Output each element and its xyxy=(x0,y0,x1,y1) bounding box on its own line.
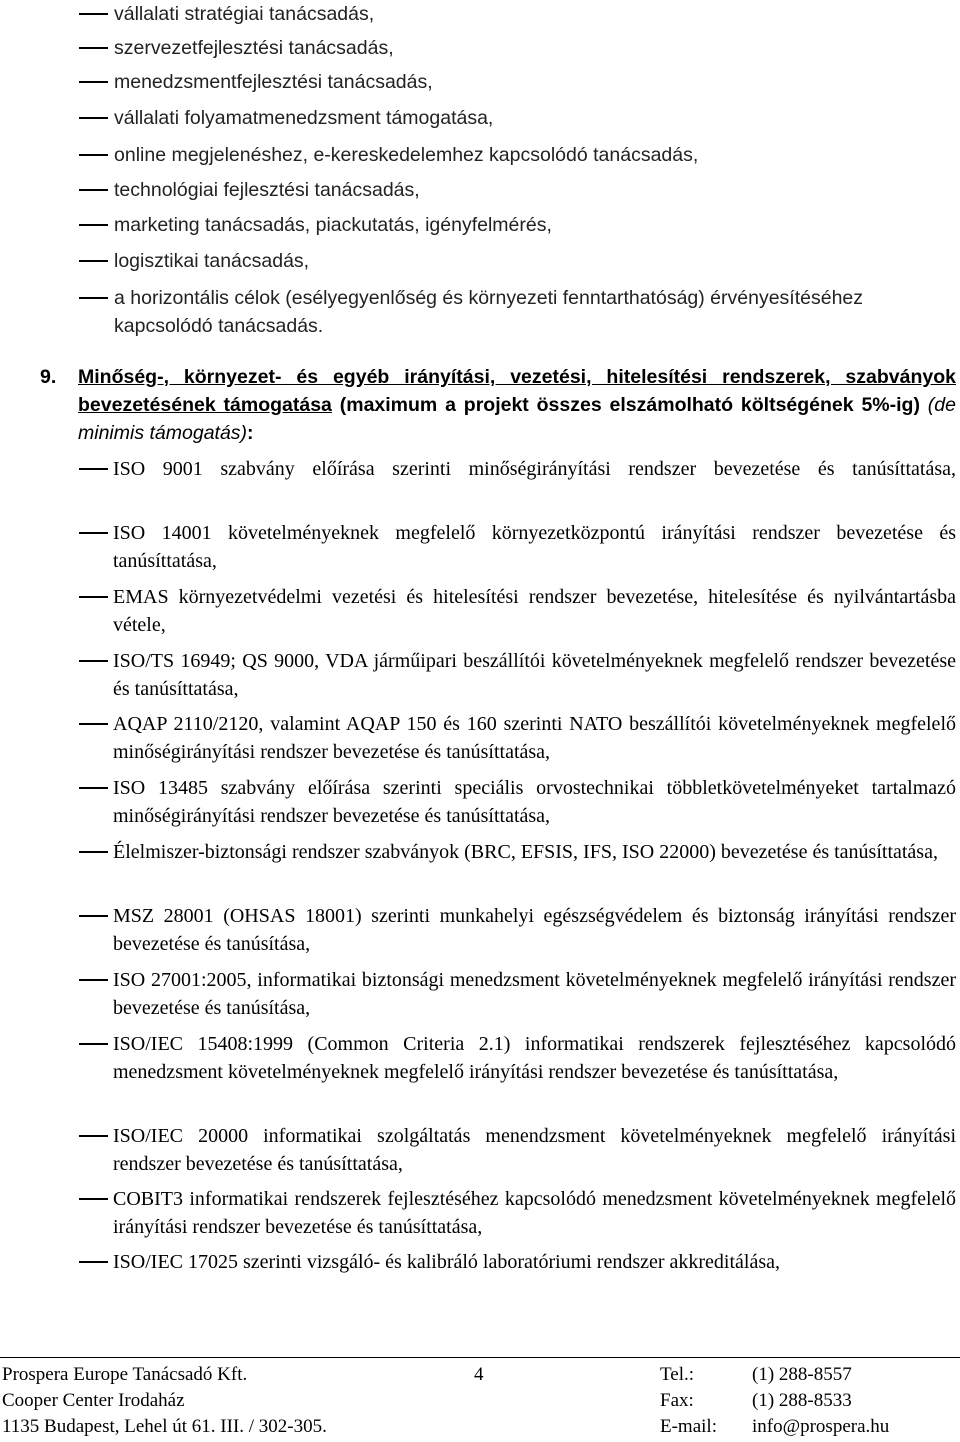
page-footer xyxy=(0,1362,960,1442)
dash-bullet-icon xyxy=(79,13,108,15)
dash-bullet-icon xyxy=(79,297,108,299)
list-item: a horizontális célok (esélyegyenlőség és környezeti fenntarthatóság) érvényesítéséhez kapcsolódó tanácsadás. xyxy=(76,284,956,340)
section-number: 9. xyxy=(40,366,57,388)
fax-label: Fax: xyxy=(660,1390,694,1411)
dash-bullet-icon xyxy=(79,1198,108,1200)
footer-divider xyxy=(0,1357,960,1358)
list-item: ISO/IEC 17025 szerinti vizsgáló- és kalibráló laboratóriumi rendszer akkreditálása, xyxy=(76,1248,956,1276)
list-item: ISO/TS 16949; QS 9000, VDA járműipari beszállítói követelményeknek megfelelő rendszer bevezetése és tanúsíttatása, xyxy=(76,647,956,703)
dash-bullet-icon xyxy=(79,468,108,470)
section-title xyxy=(78,363,956,447)
dash-bullet-icon xyxy=(79,47,108,49)
list-item: vállalati stratégiai tanácsadás, xyxy=(76,0,956,28)
tel-value: (1) 288-8557 xyxy=(752,1364,852,1385)
section-title-italic: (de minimis támogatás) xyxy=(78,394,956,444)
dash-bullet-icon xyxy=(79,979,108,981)
list-item: online megjelenéshez, e-kereskedelemhez kapcsolódó tanácsadás, xyxy=(76,141,956,169)
dash-bullet-icon xyxy=(79,1043,108,1045)
list-item: Élelmiszer-biztonsági rendszer szabványok (BRC, EFSIS, IFS, ISO 22000) bevezetése és tanúsíttatása, xyxy=(76,838,956,866)
list-item: AQAP 2110/2120, valamint AQAP 150 és 160 szerinti NATO beszállítói követelményeknek megfelelő minőségirányítási rendszer bevezetése és tanúsíttatása, xyxy=(76,710,956,766)
list-item: ISO 9001 szabvány előírása szerinti minőségirányítási rendszer bevezetése és tanúsíttatása, xyxy=(76,455,956,483)
list-item: ISO 13485 szabvány előírása szerinti speciális orvostechnikai többletkövetelményeket tartalmazó minőségirányítási rendszer bevezetése és tanúsíttatása, xyxy=(76,774,956,830)
fax-value: (1) 288-8533 xyxy=(752,1390,852,1411)
list-item: EMAS környezetvédelmi vezetési és hitelesítési rendszer bevezetése, hitelesítése és nyilvántartásba vétele, xyxy=(76,583,956,639)
dash-bullet-icon xyxy=(79,596,108,598)
dash-bullet-icon xyxy=(79,851,108,853)
page-number: 4 xyxy=(474,1364,484,1385)
footer-company-block xyxy=(2,1362,327,1440)
list-item: COBIT3 informatikai rendszerek fejlesztéséhez kapcsolódó menedzsment követelményeknek megfelelő irányítási rendszer bevezetése és tanúsíttatása, xyxy=(76,1185,956,1241)
dash-bullet-icon xyxy=(79,532,108,534)
section-9-heading xyxy=(40,363,956,447)
dash-bullet-icon xyxy=(79,117,108,119)
list-item: ISO/IEC 15408:1999 (Common Criteria 2.1) informatikai rendszerek fejlesztéséhez kapcsolódó menedzsment követelményeknek megfelelő irányítási rendszer bevezetése és tanúsíttatása, xyxy=(76,1030,956,1086)
list-item: technológiai fejlesztési tanácsadás, xyxy=(76,176,956,204)
list-item: ISO 14001 követelményeknek megfelelő környezetközpontú irányítási rendszer bevezetése és tanúsíttatása, xyxy=(76,519,956,575)
section-title-end: : xyxy=(247,422,254,444)
list-item: vállalati folyamatmenedzsment támogatása, xyxy=(76,104,956,132)
dash-bullet-icon xyxy=(79,723,108,725)
dash-bullet-icon xyxy=(79,154,108,156)
dash-bullet-icon xyxy=(79,660,108,662)
tel-label: Tel.: xyxy=(660,1364,695,1385)
list-item: ISO/IEC 20000 informatikai szolgáltatás menendzsment követelményeknek megfelelő irányítási rendszer bevezetése és tanúsíttatása, xyxy=(76,1122,956,1178)
email-value: info@prospera.hu xyxy=(752,1416,890,1437)
dash-bullet-icon xyxy=(79,189,108,191)
footer-building: Cooper Center Irodaház xyxy=(2,1390,185,1411)
list-item: menedzsmentfejlesztési tanácsadás, xyxy=(76,68,956,96)
dash-bullet-icon xyxy=(79,915,108,917)
footer-page-number-block xyxy=(474,1362,484,1388)
list-item: logisztikai tanácsadás, xyxy=(76,247,956,275)
list-item: MSZ 28001 (OHSAS 18001) szerinti munkahelyi egészségvédelem és biztonság irányítási rendszer bevezetése és tanúsítása, xyxy=(76,902,956,958)
footer-address: 1135 Budapest, Lehel út 61. III. / 302-305. xyxy=(2,1416,327,1437)
dash-bullet-icon xyxy=(79,224,108,226)
section-title-underlined: Minőség-, környezet- és egyéb irányítási, vezetési, hitelesítési rendszerek, szabványok bevezetésének támogatása xyxy=(78,366,956,416)
dash-bullet-icon xyxy=(79,1261,108,1263)
list-item: ISO 27001:2005, informatikai biztonsági menedzsment követelményeknek megfelelő irányítási rendszer bevezetése és tanúsítása, xyxy=(76,966,956,1022)
dash-bullet-icon xyxy=(79,787,108,789)
dash-bullet-icon xyxy=(79,81,108,83)
footer-company-name: Prospera Europe Tanácsadó Kft. xyxy=(2,1364,248,1385)
email-label: E-mail: xyxy=(660,1416,717,1437)
dash-bullet-icon xyxy=(79,260,108,262)
list-item: szervezetfejlesztési tanácsadás, xyxy=(76,34,956,62)
section-title-rest: (maximum a projekt összes elszámolható költségének 5%-ig) xyxy=(331,394,928,416)
list-item: marketing tanácsadás, piackutatás, igényfelmérés, xyxy=(76,211,956,239)
footer-contact-labels xyxy=(660,1362,717,1440)
dash-bullet-icon xyxy=(79,1135,108,1137)
footer-contact-values xyxy=(752,1362,889,1440)
